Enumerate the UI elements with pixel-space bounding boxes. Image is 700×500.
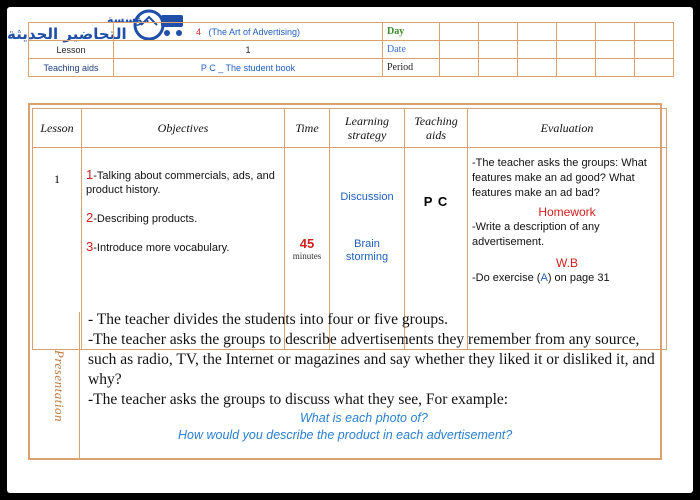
lesson-number: 1 bbox=[33, 148, 82, 350]
period-label: Period bbox=[383, 59, 440, 77]
presentation-label-cell bbox=[38, 312, 80, 460]
date-cell bbox=[557, 41, 596, 59]
presentation-question: What is each photo of? bbox=[300, 411, 428, 425]
date-label: Date bbox=[383, 41, 440, 59]
date-cell bbox=[596, 41, 635, 59]
unit-title-cell bbox=[114, 23, 383, 41]
period-cell bbox=[440, 59, 479, 77]
homework-text: -Write a description of any advertisement. bbox=[472, 221, 600, 248]
date-cell bbox=[440, 41, 479, 59]
period-cell bbox=[596, 59, 635, 77]
header-row-unit bbox=[29, 23, 674, 41]
lesson-value: 1 bbox=[114, 41, 383, 59]
teaching-aids-value: P C _ The student book bbox=[114, 59, 383, 77]
col-evaluation-header: Evaluation bbox=[468, 109, 667, 148]
presentation-text bbox=[88, 310, 658, 444]
col-aids-header: Teaching aids bbox=[405, 109, 468, 148]
col-time-header: Time bbox=[285, 109, 330, 148]
homework-title: Homework bbox=[538, 205, 596, 219]
period-cell bbox=[518, 59, 557, 77]
presentation-question: How would you describe the product in each advertisement? bbox=[178, 428, 513, 442]
aids-cell: P C bbox=[405, 148, 468, 350]
unit-title: (The Art of Advertising) bbox=[208, 26, 301, 37]
col-lesson-header: Lesson bbox=[33, 109, 82, 148]
header-logo-cell bbox=[29, 23, 114, 41]
objective-item: 1-Talking about commercials, ads, and product history. bbox=[86, 167, 275, 196]
col-strategy-header: Learning strategy bbox=[330, 109, 405, 148]
period-cell bbox=[479, 59, 518, 77]
evaluation-question: -The teacher asks the groups: What features make an ad good? What features make an ad bad? bbox=[472, 157, 647, 199]
header-row-aids bbox=[29, 59, 674, 77]
wb-title: W.B bbox=[555, 256, 578, 270]
time-unit: minutes bbox=[292, 251, 322, 261]
presentation-line: -The teacher asks the groups to describe advertisements they remember from any source, such as radio, TV, the Internet or magazines and say whether they liked it or disliked it, and why? bbox=[88, 331, 655, 388]
teaching-aids-label: Teaching aids bbox=[29, 59, 114, 77]
lesson-label: Lesson bbox=[29, 41, 114, 59]
day-cell bbox=[479, 23, 518, 41]
time-value: 45 bbox=[299, 236, 315, 251]
period-cell bbox=[635, 59, 674, 77]
objective-item: 3-Introduce more vocabulary. bbox=[86, 239, 230, 254]
lesson-plan-page bbox=[7, 7, 693, 493]
day-cell bbox=[557, 23, 596, 41]
presentation-line: - The teacher divides the students into four or five groups. bbox=[88, 311, 448, 328]
logo-main-text: التحاضير الحديثة bbox=[7, 25, 127, 43]
day-cell bbox=[440, 23, 479, 41]
header-row-lesson bbox=[29, 41, 674, 59]
date-cell bbox=[635, 41, 674, 59]
strategy-item: Discussion bbox=[340, 191, 394, 203]
objective-item: 2-Describing products. bbox=[86, 210, 198, 225]
period-cell bbox=[557, 59, 596, 77]
col-objectives-header: Objectives bbox=[82, 109, 285, 148]
date-cell bbox=[479, 41, 518, 59]
header-table bbox=[28, 22, 674, 77]
day-label: Day bbox=[383, 23, 440, 41]
logo-top-text: مؤسسة bbox=[107, 13, 150, 26]
table-header-row bbox=[33, 109, 667, 148]
date-cell bbox=[518, 41, 557, 59]
presentation-label: Presentation bbox=[51, 350, 67, 422]
presentation-line: -The teacher asks the groups to discuss what they see, For example: bbox=[88, 391, 509, 408]
day-cell bbox=[635, 23, 674, 41]
strategy-item: Brain storming bbox=[345, 238, 389, 263]
wb-text: -Do exercise (A) on page 31 bbox=[472, 272, 610, 284]
day-cell bbox=[596, 23, 635, 41]
unit-number: 4 bbox=[195, 26, 201, 37]
day-cell bbox=[518, 23, 557, 41]
